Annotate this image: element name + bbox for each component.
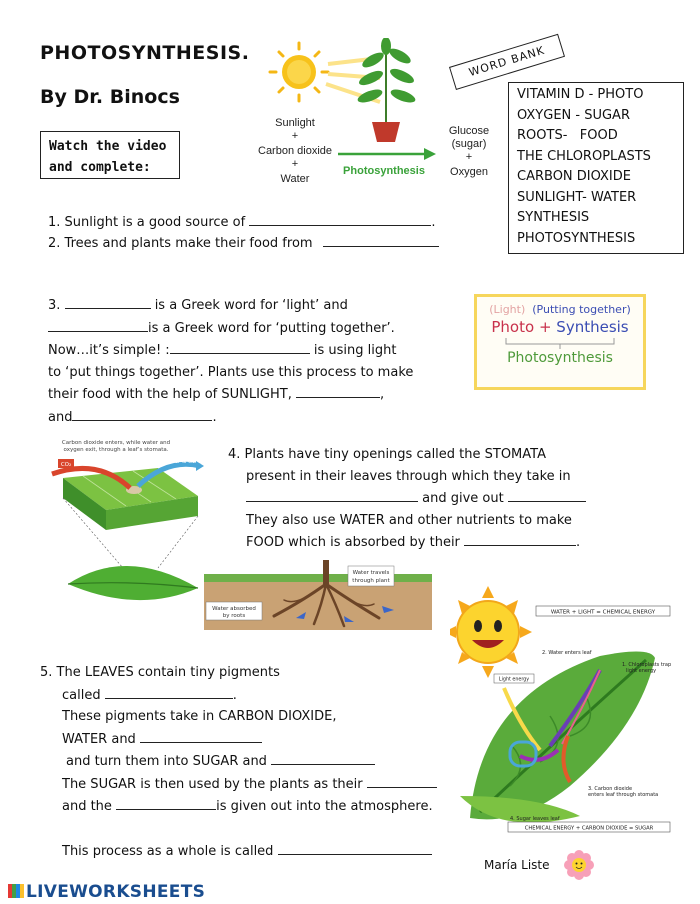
q4-blank-3[interactable] [464, 531, 576, 546]
flower-icon [564, 850, 594, 880]
chloroplasts-label-1: 1. Chloroplasts trap [622, 662, 672, 668]
word-bank-item: OXYGEN - SUGAR [517, 107, 630, 123]
worksheet-author: By Dr. Binocs [40, 86, 180, 108]
chloroplasts-label-2: light energy [626, 668, 657, 674]
word-bank-item: ROOTS- FOOD [517, 128, 618, 143]
logo-mark-icon [8, 884, 24, 898]
q3-line-3a: Now…it’s simple! : [48, 343, 170, 358]
water-o2-label: Water & O₂ [164, 459, 195, 465]
bracket-icon [500, 336, 620, 350]
light-energy-label: Light energy [498, 677, 530, 683]
q5-line-7b: is given out into the atmosphere. [216, 799, 433, 814]
word-bank [508, 82, 684, 254]
co2-enters-label-2: enters leaf through stomata [588, 792, 659, 798]
q1-answer-blank[interactable] [249, 211, 431, 226]
q4-line-1: 4. Plants have tiny openings called the STOMATA [228, 447, 546, 462]
q4-period: . [576, 535, 581, 550]
arrow-label: Photosynthesis [343, 165, 425, 177]
q3-blank-1[interactable] [65, 294, 151, 309]
q3-blank-5[interactable] [72, 406, 212, 421]
word-bank-item: CARBON DIOXIDE [517, 169, 631, 184]
input-plus-2: + [291, 158, 299, 170]
green-arrow-icon [338, 148, 436, 160]
author-credit: María Liste [484, 858, 550, 872]
instruction-box [40, 131, 180, 179]
output-plus: + [465, 151, 473, 163]
input-water: Water [280, 173, 310, 185]
bottom-banner-label: CHEMICAL ENERGY + CARBON DIOXIDE = SUGAR [524, 825, 654, 832]
q3-comma: , [380, 387, 385, 402]
question-1 [48, 211, 435, 234]
q3-line-6: and [48, 409, 73, 425]
word-bank-item: PHOTOSYNTHESIS [517, 230, 636, 246]
water-travels-label-1: Water travels [352, 570, 390, 576]
output-glucose: Glucose [448, 125, 490, 137]
question-4 [228, 444, 608, 554]
instruction-line-1: Watch the video [49, 139, 167, 154]
plus-sign: + [538, 318, 552, 336]
liveworksheets-logo[interactable] [8, 882, 205, 902]
leaf-caption-2: oxygen exit, through a leaf’s stomata. [63, 447, 169, 453]
light-label: (Light) [489, 303, 526, 316]
q5-line-1: 5. The LEAVES contain tiny pigments [40, 665, 280, 680]
question-3 [48, 294, 448, 428]
word-bank-item: SYNTHESIS [517, 210, 590, 225]
input-carbon-dioxide: Carbon dioxide [258, 145, 332, 157]
question-5 [40, 662, 450, 862]
word-bank-item: VITAMIN D - PHOTO [517, 87, 644, 102]
q5-line-6: The SUGAR is then used by the plants as their [62, 776, 363, 792]
footer-brand-text: LIVEWORKSHEETS [26, 882, 206, 902]
sun-leaf-energy-diagram [450, 586, 674, 838]
water-absorbed-label-2: by roots [222, 613, 246, 619]
q5-line-2: called [62, 687, 101, 703]
word-bank-item: SUNLIGHT- WATER [517, 189, 637, 205]
photo-word: Photo [491, 318, 535, 336]
q4-line-4: They also use WATER and other nutrients to make [246, 512, 572, 528]
water-absorbed-label-1: Water absorbed [212, 606, 256, 612]
q5-blank-2[interactable] [140, 728, 262, 743]
word-bank-tag: WORD BANK [449, 34, 565, 90]
q5-line-5: and turn them into SUGAR and [66, 754, 267, 769]
photosynthesis-word: Photosynthesis [507, 350, 613, 366]
q5-period-1: . [232, 687, 237, 703]
top-banner-label: WATER + LIGHT = CHEMICAL ENERGY [550, 609, 656, 616]
q3-blank-2[interactable] [48, 317, 148, 332]
worksheet-title: PHOTOSYNTHESIS. [40, 42, 250, 64]
q5-blank-1[interactable] [105, 684, 233, 699]
photosynthesis-equation-diagram [240, 38, 500, 188]
leaf-cross-section-icon [52, 461, 204, 530]
question-2-text: 2. Trees and plants make their food from [48, 236, 313, 251]
q5-blank-4[interactable] [367, 773, 437, 788]
q3-line-5: their food with the help of SUNLIGHT, [48, 387, 292, 402]
q5-blank-3[interactable] [271, 750, 375, 765]
sugar-leaves-label: 4. Sugar leaves leaf [510, 816, 560, 822]
q3-line-3b: is using light [313, 343, 397, 358]
output-oxygen: Oxygen [450, 166, 488, 178]
sun-icon [270, 43, 380, 102]
q3-line-1: is a Greek word for ‘light’ and [154, 298, 348, 313]
q5-line-8: This process as a whole is called [62, 843, 274, 859]
potted-plant-icon [356, 38, 417, 142]
output-sugar: (sugar) [451, 138, 487, 150]
input-plus-1: + [291, 130, 299, 142]
q5-line-7a: and the [62, 799, 112, 814]
q3-line-4: to ‘put things together’. Plants use this process to make [48, 364, 414, 380]
q5-line-4: WATER and [62, 731, 136, 747]
synthesis-word: Synthesis [556, 318, 629, 336]
green-leaf-icon [68, 566, 198, 600]
co2-label: CO₂ [60, 462, 72, 468]
q3-line-2: is a Greek word for ‘putting together’. [148, 320, 395, 336]
q3-blank-4[interactable] [296, 383, 380, 398]
q3-number: 3. [48, 298, 61, 313]
q2-answer-blank[interactable] [323, 232, 439, 247]
input-sunlight: Sunlight [275, 117, 315, 129]
water-enters-label: 2. Water enters leaf [542, 650, 592, 656]
q5-blank-6[interactable] [278, 840, 432, 855]
q4-blank-2[interactable] [508, 487, 586, 502]
leaf-caption-1: Carbon dioxide enters, while water and [61, 440, 171, 446]
word-bank-item: THE CHLOROPLASTS [517, 148, 651, 164]
q4-blank-1[interactable] [246, 487, 418, 502]
q3-period: . [212, 409, 217, 425]
stomata-leaf-diagram [38, 438, 218, 610]
instruction-line-2: and complete: [49, 160, 151, 175]
roots-diagram [204, 560, 432, 630]
water-travels-label-2: through plant [352, 578, 390, 584]
q1-period: . [431, 215, 436, 230]
q3-blank-3[interactable] [170, 339, 310, 354]
q4-line-3: and give out [422, 491, 504, 506]
co2-enters-label-1: 3. Carbon dioxide [588, 786, 633, 792]
photo-synthesis-box [474, 294, 646, 390]
q4-line-2: present in their leaves through which they take in [246, 468, 571, 484]
question-1-text: 1. Sunlight is a good source of [48, 215, 246, 230]
question-2 [48, 232, 439, 255]
smiling-sun-icon [450, 586, 532, 678]
q5-line-3: These pigments take in CARBON DIOXIDE, [62, 709, 337, 724]
q4-line-5: FOOD which is absorbed by their [246, 535, 460, 550]
putting-together-label: (Putting together) [532, 303, 631, 316]
q5-blank-5[interactable] [116, 795, 216, 810]
